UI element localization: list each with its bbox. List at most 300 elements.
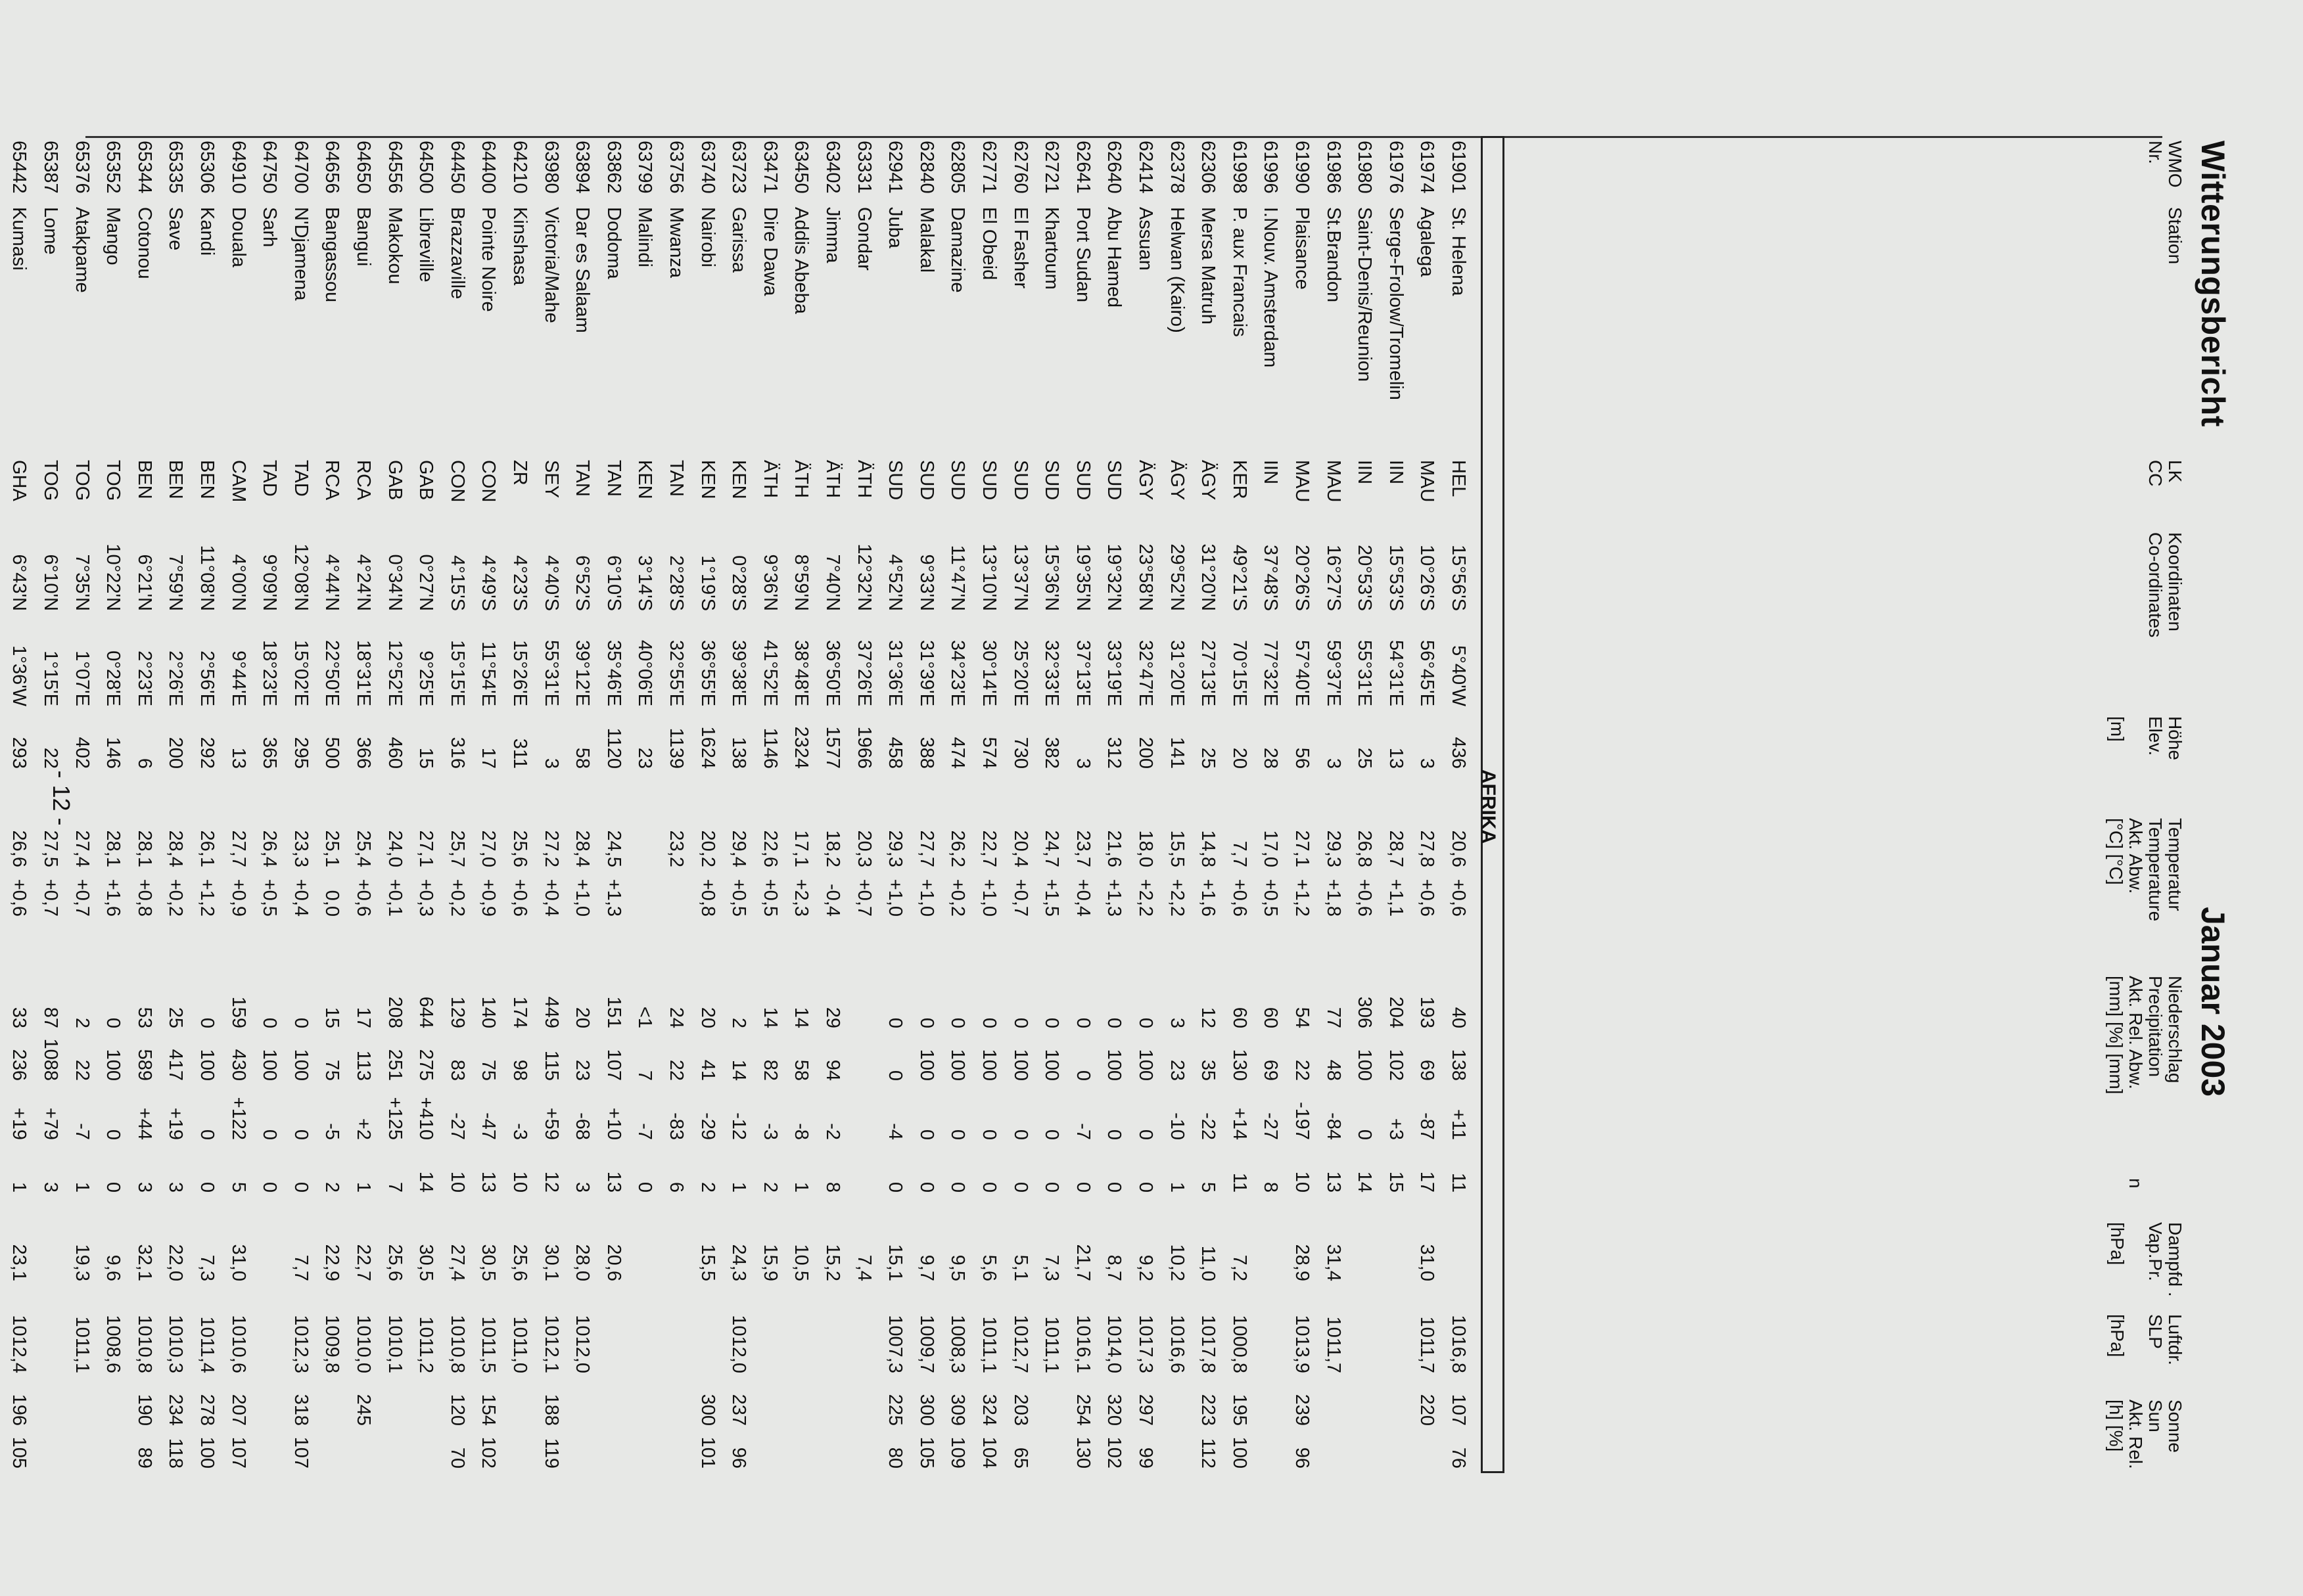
vapour-pressure: 30,1 <box>540 1244 562 1281</box>
sun-hours: 234 <box>165 1394 187 1426</box>
elevation: 311 <box>509 738 530 769</box>
elevation: 20 <box>1228 747 1250 769</box>
temp-dev: +0,3 <box>415 878 437 917</box>
rain-days: 17 <box>1416 1171 1438 1193</box>
station-name: Mersa Matruh <box>1198 207 1219 325</box>
precip-dev: +11 <box>1448 1108 1469 1140</box>
station-name: Nairobi <box>697 207 718 267</box>
temp-dev: +0,8 <box>133 878 155 917</box>
temp-actual: 27,7 <box>916 830 937 867</box>
temp-actual: 26,4 <box>259 830 281 867</box>
precip-rel: 130 <box>1228 1049 1250 1081</box>
sun-relative <box>0 1426 1 1469</box>
header-elev <box>2107 716 2185 760</box>
header-n-line1: n <box>2126 1178 2146 1189</box>
precip-dev: 0 <box>1354 1129 1376 1140</box>
rain-days: 0 <box>979 1181 1000 1193</box>
header-precip-line1: Niederschlag <box>2165 976 2185 1083</box>
country-code: GAB <box>415 460 437 501</box>
precip-dev: -68 <box>572 1112 593 1140</box>
precip-dev <box>0 1081 1 1140</box>
elevation: 382 <box>1041 737 1063 769</box>
latitude: 6°10'N <box>40 554 61 611</box>
vapour-pressure: 7,2 <box>1228 1254 1250 1281</box>
vapour-pressure: 15,1 <box>885 1244 906 1281</box>
precip-dev: +3 <box>1385 1118 1407 1140</box>
vapour-pressure: 25,6 <box>384 1244 406 1281</box>
country-code: MAU <box>1416 460 1438 503</box>
temp-dev: +0,7 <box>1010 878 1031 917</box>
vapour-pressure: 23,1 <box>9 1244 30 1281</box>
header-wmo-line1: WMO <box>2165 141 2185 188</box>
wmo-number: 65344 <box>133 141 155 194</box>
temp-dev: +0,7 <box>853 878 875 917</box>
station-name: Malindi <box>634 207 656 267</box>
sun-hours: 225 <box>885 1394 906 1426</box>
country-code: BEN <box>197 460 218 499</box>
sun-hours <box>0 1380 1 1426</box>
country-code: ÄTH <box>853 460 875 498</box>
wmo-number: 62805 <box>947 141 969 194</box>
latitude: 4°44'N <box>321 554 343 611</box>
sun-hours: 207 <box>227 1394 249 1426</box>
elevation: 3 <box>1322 758 1344 769</box>
country-code: SUD <box>1072 460 1094 501</box>
station-name: Kinshasa <box>509 207 530 286</box>
longitude: 31°36'E <box>885 640 906 706</box>
latitude: 4°49'S <box>478 555 500 611</box>
page-number: - 12 - <box>48 770 75 826</box>
temp-dev: +0,4 <box>1072 878 1094 917</box>
rain-days: 0 <box>1135 1181 1156 1193</box>
temp-dev: +2,3 <box>791 878 812 917</box>
temp-dev: +0,8 <box>697 878 718 917</box>
latitude: 6°52'S <box>572 555 593 611</box>
longitude: 9°25'E <box>415 650 437 706</box>
elevation: 500 <box>321 737 343 769</box>
sun-relative: 118 <box>165 1438 187 1469</box>
sea-level-pressure: 1011,1 <box>979 1316 1000 1373</box>
temp-actual: 28,1 <box>133 830 155 867</box>
precip-actual: 0 <box>1104 1017 1125 1028</box>
precip-rel: 100 <box>1104 1049 1125 1081</box>
station-name: St.Brandon <box>1322 207 1344 303</box>
latitude <box>0 519 1 611</box>
country-code: GAB <box>384 460 406 501</box>
longitude: 32°55'E <box>666 640 687 706</box>
country-code: MAU <box>1322 460 1344 503</box>
temp-dev: +1,0 <box>572 878 593 917</box>
longitude: 15°02'E <box>290 640 312 706</box>
temp-actual: 29,3 <box>1322 830 1344 867</box>
precip-dev: 0 <box>259 1129 281 1140</box>
elevation <box>0 716 1 769</box>
rain-days: 0 <box>916 1181 937 1193</box>
temp-dev: +0,5 <box>728 878 750 917</box>
rain-days: 0 <box>1104 1181 1125 1193</box>
longitude: 18°23'E <box>259 640 281 706</box>
elevation: 1577 <box>822 726 843 769</box>
sea-level-pressure: 1007,3 <box>885 1315 906 1373</box>
longitude: 33°19'E <box>1104 640 1125 706</box>
precip-rel: 107 <box>603 1049 624 1081</box>
elevation: 316 <box>446 737 468 769</box>
temp-actual: 25,1 <box>321 830 343 867</box>
latitude: 7°59'N <box>165 554 187 611</box>
temp-dev: +0,5 <box>1260 878 1282 917</box>
temp-dev: +0,9 <box>478 878 500 917</box>
vapour-pressure: 5,1 <box>1010 1254 1031 1281</box>
precip-dev: -10 <box>1166 1112 1188 1140</box>
header-lk-line2: CC <box>2145 460 2166 487</box>
latitude: 12°32'N <box>853 543 875 611</box>
longitude: 2°23'E <box>133 650 155 706</box>
wmo-number: 64400 <box>478 141 500 194</box>
country-code: SUD <box>979 460 1000 501</box>
wmo-number: 65306 <box>197 141 218 194</box>
country-code: KEN <box>728 460 750 499</box>
station-name: Plaisance <box>1291 207 1313 290</box>
station-name: Damazine <box>947 207 969 293</box>
precip-actual: 0 <box>290 1017 312 1028</box>
vapour-pressure: 15,9 <box>759 1244 781 1281</box>
wmo-number: 65387 <box>40 141 61 194</box>
station-name: Helwan (Kairo) <box>1166 207 1188 333</box>
sea-level-pressure: 1011,1 <box>71 1316 93 1373</box>
latitude: 9°36'N <box>759 554 781 611</box>
precip-rel: 75 <box>478 1059 500 1081</box>
rain-days: 10 <box>509 1171 530 1193</box>
sea-level-pressure: 1011,5 <box>478 1316 500 1373</box>
temp-actual: 17,0 <box>1260 830 1282 867</box>
precip-rel: 58 <box>791 1059 812 1081</box>
precip-actual: 0 <box>1041 1017 1063 1028</box>
precip-dev: -27 <box>446 1112 468 1140</box>
precip-rel: 589 <box>133 1049 155 1081</box>
rain-days: 10 <box>446 1171 468 1193</box>
vapour-pressure: 11,0 <box>1198 1245 1219 1281</box>
temp-dev: +0,2 <box>947 878 969 917</box>
precip-rel: 100 <box>290 1049 312 1081</box>
precip-dev: -3 <box>509 1123 530 1140</box>
header-sun-unit: [h] [%] <box>2106 1400 2126 1452</box>
vapour-pressure: 10,5 <box>791 1244 812 1281</box>
sun-relative: 80 <box>885 1447 906 1469</box>
station-name: Gondar <box>853 207 875 271</box>
longitude: 54°31'E <box>1385 640 1407 706</box>
precip-rel: 41 <box>697 1059 718 1081</box>
latitude: 49°21'S <box>1228 545 1250 611</box>
precip-actual: 0 <box>979 1017 1000 1028</box>
latitude: 20°53'S <box>1354 545 1376 611</box>
longitude: 55°31'E <box>1354 640 1376 706</box>
temp-dev: +0,9 <box>227 878 249 917</box>
precip-actual: 33 <box>9 1007 30 1028</box>
precip-dev: +44 <box>133 1107 155 1140</box>
latitude: 19°32'N <box>1104 543 1125 611</box>
precip-dev: -2 <box>822 1123 843 1140</box>
station-name: El Fasher <box>1010 207 1031 289</box>
elevation: 312 <box>1104 737 1125 769</box>
precip-actual: 0 <box>1010 1017 1031 1028</box>
precip-rel: 69 <box>1416 1059 1438 1081</box>
rain-days: 0 <box>197 1181 218 1193</box>
elevation: 3 <box>1416 758 1438 769</box>
precip-dev: -27 <box>1260 1112 1282 1140</box>
sea-level-pressure: 1011,7 <box>1416 1316 1438 1373</box>
sun-relative: 89 <box>133 1447 155 1469</box>
longitude: 1°07'E <box>71 650 93 706</box>
latitude: 4°15'S <box>446 555 468 611</box>
vapour-pressure: 22,0 <box>165 1244 187 1281</box>
temp-dev: +0,1 <box>384 878 406 917</box>
precip-actual: 159 <box>227 996 249 1028</box>
precip-actual: 20 <box>697 1007 718 1028</box>
country-code: CON <box>446 460 468 503</box>
header-station-line1: Station <box>2165 207 2185 265</box>
rain-days: 13 <box>603 1171 624 1193</box>
sun-hours: 195 <box>1228 1394 1250 1426</box>
sun-hours: 239 <box>1291 1394 1313 1426</box>
latitude: 11°08'N <box>197 545 218 611</box>
rain-days: 0 <box>259 1181 281 1193</box>
rain-days: 0 <box>947 1181 969 1193</box>
longitude: 1°15'E <box>40 650 61 706</box>
elevation: 293 <box>9 737 30 769</box>
rain-days: 0 <box>634 1181 656 1193</box>
header-sun <box>2106 1400 2185 1469</box>
vapour-pressure: 10,2 <box>1166 1244 1188 1281</box>
precip-rel: 82 <box>759 1059 781 1081</box>
wmo-number: 64910 <box>227 141 249 194</box>
station-name: Bangassou <box>321 207 343 303</box>
longitude: 36°50'E <box>822 640 843 706</box>
wmo-number: 63894 <box>572 141 593 194</box>
precip-rel: 14 <box>728 1059 750 1081</box>
rain-days: 1 <box>9 1181 30 1193</box>
sun-relative: 96 <box>728 1447 750 1469</box>
elevation: 1624 <box>697 726 718 769</box>
temp-actual: 20,4 <box>1010 830 1031 867</box>
rain-days <box>0 1153 1 1193</box>
station-name: Kandi <box>197 207 218 256</box>
precip-rel <box>0 1028 1 1081</box>
sea-level-pressure: 1010,1 <box>384 1315 406 1373</box>
station-name: Mango <box>103 207 124 265</box>
rain-days: 11 <box>1448 1172 1469 1193</box>
sea-level-pressure: 1011,0 <box>509 1316 530 1373</box>
precip-actual: 15 <box>321 1007 343 1028</box>
precip-actual: 208 <box>384 996 406 1028</box>
longitude: 11°54'E <box>478 641 500 706</box>
wmo-number: 64500 <box>415 141 437 194</box>
country-code <box>0 460 1 519</box>
temp-actual: 24,5 <box>603 830 624 867</box>
sun-hours: 237 <box>728 1394 750 1426</box>
elevation: 365 <box>259 737 281 769</box>
header-temp-line3: Akt. Abw. <box>2126 818 2146 894</box>
wmo-number: 61986 <box>1322 141 1344 194</box>
vapour-pressure: 7,7 <box>290 1254 312 1281</box>
precip-rel: 138 <box>1448 1049 1469 1081</box>
header-temp-line2: Temperature <box>2145 818 2166 922</box>
wmo-number: 62640 <box>1104 141 1125 194</box>
precip-dev: 0 <box>979 1129 1000 1140</box>
temp-actual: 7,7 <box>1228 840 1250 867</box>
wmo-number: 63862 <box>603 141 624 194</box>
latitude: 6°21'N <box>133 554 155 611</box>
station-name: Bangui <box>353 207 374 267</box>
temp-actual: 22,7 <box>979 830 1000 867</box>
latitude: 0°27'N <box>415 554 437 611</box>
precip-dev: 0 <box>1041 1129 1063 1140</box>
country-code: MAU <box>1291 460 1313 503</box>
latitude: 4°24'N <box>353 554 374 611</box>
country-code: SUD <box>916 460 937 501</box>
temp-actual: 27,2 <box>540 830 562 867</box>
precip-dev: +410 <box>415 1097 437 1140</box>
precip-actual: 0 <box>1072 1017 1094 1028</box>
precip-dev: 0 <box>290 1129 312 1140</box>
longitude <box>0 614 1 706</box>
vapour-pressure: 7,3 <box>197 1254 218 1281</box>
temp-dev: +1,1 <box>1385 878 1407 917</box>
station-name: Jimma <box>822 207 843 263</box>
precip-actual: 29 <box>822 1007 843 1028</box>
wmo-number: 63402 <box>822 141 843 194</box>
temp-actual: 27,5 <box>40 830 61 867</box>
vapour-pressure: 32,1 <box>133 1244 155 1281</box>
temp-actual: 26,8 <box>1354 830 1376 867</box>
country-code: BEN <box>165 460 187 499</box>
precip-rel: 100 <box>979 1049 1000 1081</box>
latitude: 7°40'N <box>822 554 843 611</box>
elevation: 15 <box>415 747 437 769</box>
country-code: IIN <box>1354 460 1376 485</box>
station-name: Kumasi <box>9 207 30 271</box>
temp-actual: 28,4 <box>165 830 187 867</box>
sun-relative: 112 <box>1198 1438 1219 1469</box>
country-code: RCA <box>353 460 374 501</box>
rain-days: 10 <box>1291 1171 1313 1193</box>
elevation: 146 <box>103 737 124 769</box>
vapour-pressure: 22,7 <box>353 1244 374 1281</box>
temp-dev: +0,6 <box>1448 878 1469 917</box>
vapour-pressure: 31,0 <box>1416 1244 1438 1281</box>
temp-actual: 20,2 <box>697 830 718 867</box>
elevation: 3 <box>1072 758 1094 769</box>
sun-hours: 190 <box>133 1394 155 1426</box>
latitude: 1°19'S <box>697 555 718 611</box>
precip-dev: -8 <box>791 1123 812 1140</box>
rain-days: 5 <box>1198 1181 1219 1193</box>
precip-rel: 23 <box>1166 1059 1188 1081</box>
sea-level-pressure: 1009,8 <box>321 1315 343 1373</box>
sun-hours: 188 <box>540 1394 562 1426</box>
temp-actual: 24,0 <box>384 830 406 867</box>
elevation: 23 <box>634 747 656 769</box>
longitude: 1°36'W <box>9 645 30 706</box>
precip-actual: 644 <box>415 996 437 1028</box>
sea-level-pressure: 1008,6 <box>103 1315 124 1373</box>
vapour-pressure: 30,5 <box>415 1244 437 1281</box>
latitude: 2°28'S <box>666 555 687 611</box>
precip-rel: 75 <box>321 1059 343 1081</box>
sea-level-pressure <box>0 1301 1 1373</box>
longitude: 15°15'E <box>446 640 468 706</box>
longitude: 35°46'E <box>603 640 624 706</box>
country-code: TOG <box>40 460 61 501</box>
vapour-pressure: 7,3 <box>1041 1254 1063 1281</box>
station-name: Assuan <box>1135 207 1156 271</box>
header-precip-unit: [mm] [%] [mm] <box>2106 976 2126 1095</box>
sea-level-pressure: 1017,3 <box>1135 1315 1156 1373</box>
country-code: ÄGY <box>1198 460 1219 501</box>
elevation: 295 <box>290 737 312 769</box>
precip-dev: -87 <box>1416 1112 1438 1140</box>
elevation: 58 <box>572 747 593 769</box>
precip-dev: -3 <box>759 1123 781 1140</box>
longitude: 2°56'E <box>197 650 218 706</box>
temp-dev: +2,2 <box>1135 878 1156 917</box>
header-sun-line2: Sun <box>2145 1400 2166 1432</box>
sun-relative: 105 <box>916 1436 937 1469</box>
wmo-number: 65335 <box>165 141 187 194</box>
elevation: 6 <box>133 758 155 769</box>
country-code: KEN <box>634 460 656 499</box>
latitude: 0°34'N <box>384 554 406 611</box>
latitude: 15°53'S <box>1385 545 1407 611</box>
precip-rel: 251 <box>384 1049 406 1081</box>
country-code: IIN <box>1385 460 1407 485</box>
temp-dev: +0,6 <box>1354 878 1376 917</box>
temp-dev: +1,0 <box>916 878 937 917</box>
temp-actual: 29,4 <box>728 830 750 867</box>
station-name: Port Sudan <box>1072 207 1094 303</box>
temp-dev: +0,5 <box>759 878 781 917</box>
station-name: Victoria/Mahe <box>540 207 562 323</box>
temp-actual: 26,2 <box>947 830 969 867</box>
temp-dev: +1,6 <box>1198 878 1219 917</box>
precip-rel: 100 <box>259 1049 281 1081</box>
wmo-number: 61996 <box>1260 141 1282 194</box>
wmo-number: 62771 <box>979 141 1000 194</box>
temp-actual: 26,6 <box>9 830 30 867</box>
precip-dev: 0 <box>1104 1129 1125 1140</box>
elevation: 25 <box>1354 747 1376 769</box>
rain-days: 15 <box>1385 1171 1407 1193</box>
precip-actual: 0 <box>197 1017 218 1028</box>
latitude: 6°10'S <box>603 555 624 611</box>
sun-hours: 300 <box>916 1394 937 1426</box>
temp-actual: 28,4 <box>572 830 593 867</box>
precip-rel: 102 <box>1385 1049 1407 1081</box>
rain-days: 3 <box>133 1181 155 1193</box>
rain-days: 13 <box>1322 1171 1344 1193</box>
sea-level-pressure: 1012,1 <box>540 1315 562 1373</box>
wmo-number: 61974 <box>1416 141 1438 194</box>
precip-actual: 87 <box>40 1007 61 1028</box>
header-lk-line1: LK <box>2165 460 2185 483</box>
longitude: 25°20'E <box>1010 640 1031 706</box>
precip-actual: 0 <box>885 1017 906 1028</box>
latitude: 13°37'N <box>1010 543 1031 611</box>
sun-hours: 300 <box>697 1394 718 1426</box>
report-title: Witterungsbericht <box>2195 141 2231 427</box>
country-code: KER <box>1228 460 1250 499</box>
temp-dev: +0,5 <box>259 878 281 917</box>
precip-dev: 0 <box>197 1129 218 1140</box>
